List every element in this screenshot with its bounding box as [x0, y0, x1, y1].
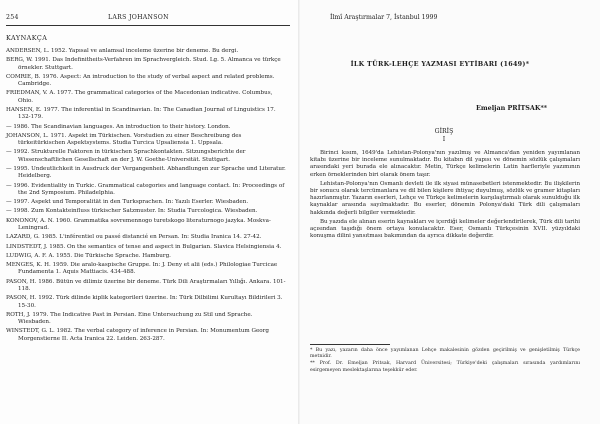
reference-entry: — 1996. Evidentiality in Turkic. Grammatical categories and language contact. In: Proceedings of the 2nd Symposium. Philadelphia. — [6, 182, 285, 197]
body-paragraph: Lehistan-Polonya'nın Osmanlı devleti ile ilk siyasi münasebetleri istenmektedir. Bu ilişkilerin bir sonucu olarak tercümanlara ve dil bilen kişilere ihtiyaç duyulmuş, sözlük ve gramer kitapları hazırlanmıştır. Yazarın eserleri, Lehçe ve Türkçe kelimelerin karşılaştırmalı olarak sunulduğu ilk kaynaklar arasında sayılmaktadır. Bu eserler, dönemin Polonya'daki Türk dili çalışmaları hakkında değerli bilgiler vermektedir. — [310, 180, 580, 216]
article-title: İLK TÜRK-LEHÇE YAZMASI EYTİBARI (1649)* — [350, 60, 530, 68]
body-paragraph: Bu yazıda ele alınan eserin kaynakları ve içerdiği kelimeler değerlendirilerek, Türk dili tarihi açısından taşıdığı önem ortaya konulacaktır. Eser, Osmanlı Türkçesinin XVII. yüzyıldaki konuşma dilini yansıtması bakımından da ayrıca dikkate değerdir. — [310, 218, 580, 240]
left-page-number: 254 — [6, 14, 19, 21]
header-rule — [6, 25, 290, 26]
footnote-entry: ** Prof. Dr. Emeljan Pritsak, Harvard Üniversitesi; Türkiye'deki çalışmaları sırasında yardımlarını esirgemeyen meslektaşlarına teşekkür eder. — [310, 361, 580, 373]
section-title: KAYNAKÇA — [6, 34, 48, 42]
reference-entry: PASON, H. 1992. Türk dilinde kiplik kategorileri üzerine. In: Türk Dilbilimi Kurultayı Bildirileri 3. 15-30. — [6, 295, 283, 309]
reference-entry: JOHANSON, L. 1971. Aspekt im Türkischen. Vorstudien zu einer Beschreibung des türkeitürkischen Aspektsystems. Studia Turcica Upsaliensia 1. Uppsala. — [6, 132, 242, 147]
reference-entry: WINSTEDT, G. L. 1982. The verbal category of inference in Persian. In: Monumentum Georg Morgenstierne II. Acta Iranica 22. Leiden. 263-287. — [6, 328, 269, 342]
left-running-head: LARS JOHANSON — [108, 14, 169, 21]
reference-entry: — 1986. The Scandinavian languages. An introduction to their history. London. — [6, 123, 231, 130]
section-heading — [424, 128, 464, 144]
reference-entry: MENGES, K. H. 1959. Die aralo-kaspische Gruppe. In: J. Deny et alii (eds.) Philologiae Turcicae Fundamenta 1. Aquis Mattiacis. 434-488. — [6, 261, 278, 276]
reference-entry: FRIEDMAN, V. A. 1977. The grammatical categories of the Macedonian indicative. Columbus, Ohio. — [6, 90, 273, 104]
section-heading-title: GİRİŞ — [434, 128, 454, 135]
footnote-entry: * Bu yazı, yazarın daha önce yayımlanan Lehçe makalesinin gözden geçirilmiş ve genişletilmiş Türkçe metnidir. — [310, 348, 580, 360]
reference-entry: — 1997. Aspekt und Temporalität in den Turksprachen. In: Yazılı Eserler. Wiesbaden. — [6, 199, 249, 206]
reference-entry: — 1998. Zum Kontakteinfluss türkischer Satzmuster. In: Studia Turcologica. Wiesbaden. — [6, 208, 258, 215]
reference-entry: LINDSTEDT, J. 1985. On the semantics of tense and aspect in Bulgarian. Slavica Helsingiensia 4. — [6, 243, 282, 250]
reference-entry: LUDWIG, A. F. A. 1955. Die Türkische Sprache. Hamburg. — [6, 252, 171, 259]
reference-entry: LAZARD, G. 1985. L'inférentiel ou passé distancié en Persan. In: Studia Iranica 14. 27-42. — [6, 234, 262, 241]
reference-entry: ANDERSEN, L. 1952. Yapısal ve anlamsal inceleme üzerine bir deneme. Bu dergi. — [6, 48, 239, 54]
reference-entry: KONONOV, A. N. 1960. Grammatika sovremennogo turetskogo literaturnogo jazyka. Moskva-Leningrad. — [6, 217, 271, 232]
reference-entry: — 1995. Undeutlichkeit in Ausdruck der Vergangenheit. Abhandlungen zur Sprache und Literatur. Heidelberg. — [6, 166, 286, 180]
reference-entry: HANSEN, E. 1977. The inferential in Scandinavian. In: The Canadian Journal of Linguistics 17. 132-179. — [6, 107, 276, 121]
reference-entry: — 1992. Strukturelle Faktoren in türkischen Sprachkontakten. Sitzungsberichte der Wissenschaftlichen Gesellschaft an der J. W. Goethe-Universität. Stuttgart. — [6, 149, 246, 163]
article-body — [310, 150, 580, 242]
reference-entry: ROTH, J. 1979. The Indicative Past in Persian. Eine Untersuchung zu Stil und Sprache. Wiesbaden. — [6, 311, 253, 326]
section-heading-numeral: I — [442, 136, 446, 143]
reference-entry: BERG, W. 1991. Das Indefinitheits-Verfahren im Sprachvergleich. Stud. Lg. 5. Almanca ve türkçe örnekler. Stuttgart. — [6, 57, 281, 71]
right-running-head: İlmî Araştırmalar 7, İstanbul 1999 — [330, 14, 438, 21]
footnotes — [310, 348, 580, 375]
right-page — [300, 0, 600, 424]
reference-entry: COMRIE, B. 1976. Aspect: An introduction to the study of verbal aspect and related problems. Cambridge. — [6, 73, 275, 88]
reference-entry: PASON, H. 1986. Bütün ve dilimiz üzerine bir deneme. Türk Dili Araştırmaları Yıllığı. Ankara. 101-118. — [6, 278, 286, 292]
author-name: Emeljan PRİTSAK** — [476, 104, 548, 112]
reference-list — [6, 48, 286, 345]
footnote-rule — [310, 344, 390, 345]
body-paragraph: Birinci kısım, 1649'da Lehistan-Polonya'nın yazılmış ve Almanca'dan yeniden yayımlanan kitabı üzerine bir inceleme sunulmaktadır. Bu kitabın dil yapısı ve dönemin sözlük çalışmaları arasındaki yeri burada ele alınacaktır. Metin, Türkçe kelimelerin Latin harfleriyle yazımının erken örneklerinden biri olarak önem taşır. — [310, 150, 580, 178]
